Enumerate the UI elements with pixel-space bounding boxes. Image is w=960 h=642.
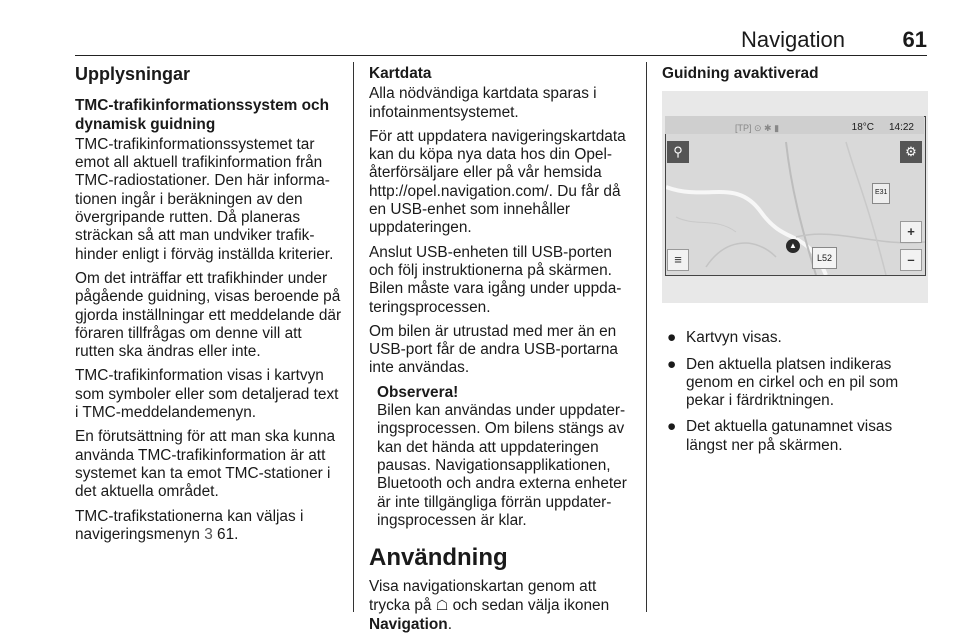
status-icons: [TP] ⊙ ✱ ▮ (735, 123, 780, 134)
reference-arrow-icon: 3 (204, 525, 213, 543)
list-item-text: Det aktuella gatunamnet visas längst ner på skärmen. (686, 418, 893, 454)
note-box (369, 384, 635, 530)
street-name-label: L52 (812, 247, 837, 269)
bullet-list (662, 329, 928, 455)
left-column (75, 62, 343, 550)
column-divider (353, 62, 354, 612)
note-title: Observera! (377, 383, 459, 401)
map-screenshot (662, 91, 928, 303)
page-header (75, 27, 927, 53)
paragraph: Alla nödvändiga kartdata sparas i infotainmentsystemet. (369, 85, 597, 121)
bullet-icon: ● (667, 329, 677, 347)
paragraph: För att uppdatera navigeringskartdata kan du köpa nya data hos din Opel-återförsäljare eller på vår hemsida http://opel.navigation.com/. Du får då en USB-enhet som innehåller uppdateringen. (369, 127, 626, 237)
header-rule (75, 55, 927, 56)
list-item-text: Kartvyn visas. (686, 329, 782, 347)
usage-end: . (447, 615, 452, 633)
kartdata-title: Kartdata (369, 65, 432, 82)
status-bar (665, 116, 924, 134)
list-item (662, 356, 928, 411)
road-label: E31 (872, 183, 890, 203)
note-text: Bilen kan användas under uppdateringsprocessen. Om bilens stängs av kan det hända att uppdateringen pausas. Navigationsapplikationen, Bluetooth och andra externa enheter är inte tillgängliga förrän uppdateringsprocessen är klar. (377, 402, 627, 529)
page-reference-link[interactable]: 61. (217, 525, 239, 543)
column-divider (646, 62, 647, 612)
header-title: Navigation (741, 27, 845, 52)
paragraph (75, 508, 343, 545)
home-icon: ☖ (435, 597, 449, 614)
list-item (662, 418, 928, 455)
usage-text: och sedan välja ikonen (452, 597, 610, 615)
settings-icon[interactable]: ⚙ (900, 141, 922, 163)
paragraph: TMC-trafikinformation visas i kartvyn som symboler eller som detaljerad text i TMC-meddelandemenyn. (75, 367, 339, 422)
paragraph: Om det inträffar ett trafikhinder under pågående guidning, visas beroende på gjorda inställningar ett meddelande där föraren tillfrågas om denne vill att rutten ska ändras eller inte. (75, 269, 342, 361)
menu-icon[interactable]: ≡ (667, 249, 689, 271)
usage-title: Användning (369, 544, 508, 572)
paragraph: Anslut USB-enheten till USB-porten och följ instruktionerna på skärmen. Bilen måste vara igång under uppdateringsprocessen. (369, 243, 622, 316)
usage-paragraph (369, 578, 635, 634)
clock: 14:22 (888, 122, 914, 134)
section-title: Upplysningar (75, 64, 191, 84)
paragraph-text: TMC-trafikstationerna kan väljas i navigeringsmenyn (75, 507, 304, 543)
navigation-label: Navigation (369, 615, 448, 633)
zoom-in-button[interactable]: + (900, 221, 922, 243)
middle-column (369, 62, 635, 640)
right-column (662, 62, 928, 463)
paragraph: Om bilen är utrustad med mer än en USB-port får de andra USB-portarna inte användas. (369, 322, 618, 377)
usage-text: Visa navigationskartan genom att trycka på (369, 578, 597, 615)
bullet-icon: ● (667, 355, 677, 373)
subsection-title: TMC-trafikinformationssystem och dynamisk guidning (75, 97, 329, 133)
bullet-icon: ● (667, 418, 677, 436)
zoom-out-button[interactable]: – (900, 249, 922, 271)
paragraph: En förutsättning för att man ska kunna använda TMC-trafikinformation är att systemet kan ta emot TMC-stationer i det aktuella området. (75, 428, 336, 501)
position-arrow-icon: ▲ (786, 239, 800, 253)
paragraph: TMC-trafikinformationssystemet tar emot all aktuell trafikinformation från TMC-radiostationer. Den här informationen ingår i beräkningen av den övergripande rutten. Då planeras sträckan så att man undviker trafikhinder enligt i förväg inställda kriterier. (75, 135, 334, 263)
search-icon[interactable]: ⚲ (667, 141, 689, 163)
temperature: 18°C (851, 122, 874, 134)
list-item-text: Den aktuella platsen indikeras genom en cirkel och en pil som pekar i färdriktningen. (686, 355, 899, 410)
page-number: 61 (902, 27, 927, 52)
list-item (662, 329, 928, 347)
guidance-title: Guidning avaktiverad (662, 65, 819, 82)
